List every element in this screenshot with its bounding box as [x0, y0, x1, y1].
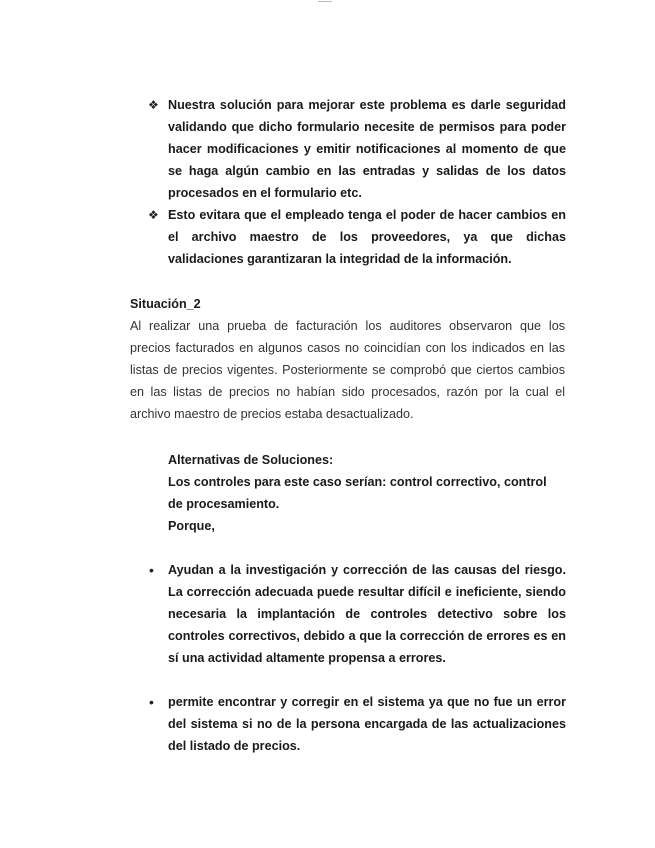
section-heading: Situación_2: [130, 297, 201, 311]
alternatives-line: Los controles para este caso serían: control correctivo, control: [168, 475, 547, 489]
list-item: [148, 559, 566, 669]
reasons-bullet-list: [148, 691, 566, 757]
list-item-text: Esto evitara que el empleado tenga el poder de hacer cambios en el archivo maestro de los proveedores, ya que dichas validaciones garantizaran la integridad de la información.: [168, 208, 566, 266]
dot-bullet-icon: •: [149, 694, 154, 710]
alternatives-title: Alternativas de Soluciones:: [168, 453, 334, 467]
list-item: [148, 94, 566, 204]
dot-bullet-icon: •: [149, 562, 154, 578]
diamond-bullet-icon: ❖: [148, 98, 159, 112]
alternatives-line: Porque,: [168, 519, 215, 533]
page-header-mark: [318, 0, 332, 2]
alternatives-line: de procesamiento.: [168, 497, 280, 511]
situation-paragraph: Al realizar una prueba de facturación los auditores observaron que los precios facturados en algunos casos no coincidían con los indicados en las listas de precios vigentes. Posteriormente se comprobó que ciertos cambios en las listas de precios no habían sido procesados, razón por la cual el archivo maestro de precios estaba desactualizado.: [130, 319, 565, 421]
list-item-text: permite encontrar y corregir en el sistema ya que no fue un error del sistema si no de la persona encargada de las actualizaciones del listado de precios.: [168, 695, 566, 753]
list-item: [148, 691, 566, 757]
list-item-text: Ayudan a la investigación y corrección de las causas del riesgo. La corrección adecuada puede resultar difícil e ineficiente, siendo necesaria la implantación de controles detectivo sobre los controles correctivos, debido a que la corrección de errores es en sí una actividad altamente propensa a errores.: [168, 563, 566, 665]
list-item: [148, 204, 566, 270]
diamond-bullet-icon: ❖: [148, 208, 159, 222]
alternatives-block: [168, 449, 568, 537]
solution-bullet-list: [148, 94, 566, 270]
reasons-bullet-list: [148, 559, 566, 669]
list-item-text: Nuestra solución para mejorar este problema es darle seguridad validando que dicho formulario necesite de permisos para poder hacer modificaciones y emitir notificaciones al momento de que se haga algún cambio en las entradas y salidas de los datos procesados en el formulario etc.: [168, 98, 566, 200]
